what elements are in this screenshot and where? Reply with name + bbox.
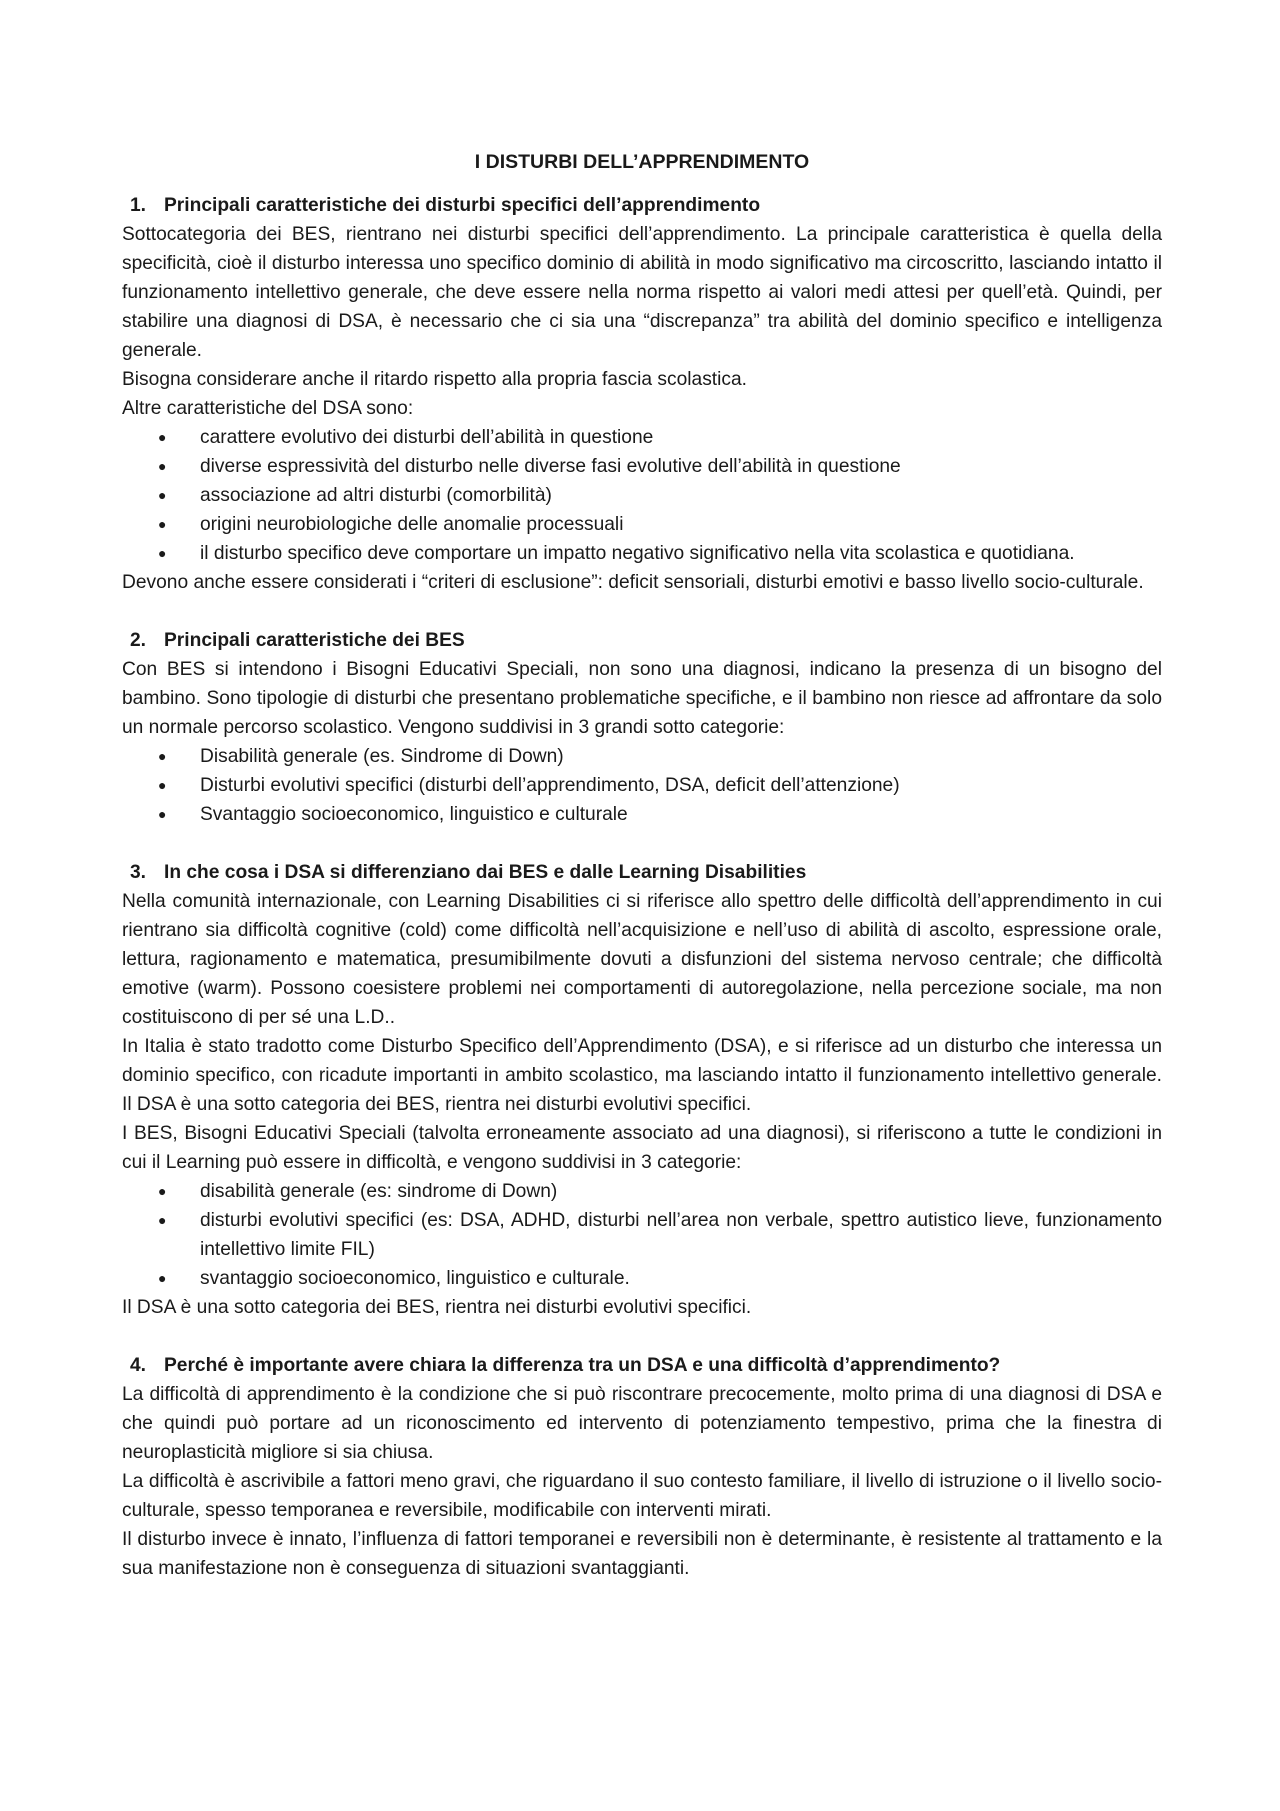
- section-1: [122, 191, 1162, 597]
- paragraph: La difficoltà è ascrivibile a fattori meno gravi, che riguardano il suo contesto familiare, il livello di istruzione o il livello socio-culturale, spesso temporanea e reversibile, modificabile con interventi mirati.: [122, 1471, 1162, 1521]
- section-number: 2.: [130, 630, 147, 651]
- section-heading-text: Principali caratteristiche dei disturbi specifici dell’apprendimento: [164, 195, 761, 216]
- paragraph: La difficoltà di apprendimento è la condizione che si può riscontrare precocemente, molto prima di una diagnosi di DSA e che quindi può portare ad un riconoscimento ed intervento di potenziamento tempestivo, prima che la finestra di neuroplasticità migliore si sia chiusa.: [122, 1384, 1162, 1463]
- paragraph: Il disturbo invece è innato, l’influenza di fattori temporanei e reversibili non è determinante, è resistente al trattamento e la sua manifestazione non è conseguenza di situazioni svantaggianti.: [122, 1529, 1162, 1579]
- section-3: [122, 858, 1162, 1322]
- list-item: ● disturbi evolutivi specifici (es: DSA, ADHD, disturbi nell’area non verbale, spettro autistico lieve, funzionamento intellettivo limite FIL): [200, 1206, 1162, 1264]
- paragraph: Devono anche essere considerati i “criteri di esclusione”: deficit sensoriali, disturbi emotivi e basso livello socio-culturale.: [122, 572, 1144, 593]
- bullet-list: [122, 742, 1162, 829]
- section-heading: [122, 626, 1162, 655]
- list-item: ● origini neurobiologiche delle anomalie processuali: [200, 510, 1162, 539]
- section-heading: [122, 1351, 1162, 1380]
- section-heading-text: Principali caratteristiche dei BES: [164, 630, 465, 651]
- paragraph: Bisogna considerare anche il ritardo rispetto alla propria fascia scolastica.: [122, 369, 747, 390]
- paragraph: In Italia è stato tradotto come Disturbo Specifico dell’Apprendimento (DSA), e si riferisce ad un disturbo che interessa un dominio specifico, con ricadute importanti in ambito scolastico, ma lasciando intatto il funzionamento intellettivo generale. Il DSA è una sotto categoria dei BES, rientra nei disturbi evolutivi specifici.: [122, 1036, 1162, 1115]
- document-page: [122, 148, 1162, 1612]
- list-item: ● carattere evolutivo dei disturbi dell’abilità in questione: [200, 423, 1162, 452]
- list-item: ● il disturbo specifico deve comportare un impatto negativo significativo nella vita scolastica e quotidiana.: [200, 539, 1162, 568]
- list-item: ● diverse espressività del disturbo nelle diverse fasi evolutive dell’abilità in questione: [200, 452, 1162, 481]
- list-item: ● Disabilità generale (es. Sindrome di Down): [200, 742, 1162, 771]
- list-item: ● Disturbi evolutivi specifici (disturbi dell’apprendimento, DSA, deficit dell’attenzione): [200, 771, 1162, 800]
- bullet-list: [122, 1177, 1162, 1293]
- paragraph: Il DSA è una sotto categoria dei BES, rientra nei disturbi evolutivi specifici.: [122, 1297, 752, 1318]
- section-2: [122, 626, 1162, 829]
- section-heading: [122, 858, 1162, 887]
- paragraph: I BES, Bisogni Educativi Speciali (talvolta erroneamente associato ad una diagnosi), si riferiscono a tutte le condizioni in cui il Learning può essere in difficoltà, e vengono suddivisi in 3 categorie:: [122, 1123, 1162, 1173]
- document-title: I DISTURBI DELL’APPRENDIMENTO: [474, 151, 810, 173]
- sections-container: [122, 191, 1162, 1583]
- section-number: 3.: [130, 862, 147, 883]
- paragraph: Altre caratteristiche del DSA sono:: [122, 398, 414, 419]
- list-item: ● associazione ad altri disturbi (comorbilità): [200, 481, 1162, 510]
- list-item: ● svantaggio socioeconomico, linguistico e culturale.: [200, 1264, 1162, 1293]
- section-number: 1.: [130, 195, 147, 216]
- section-heading: [122, 191, 1162, 220]
- paragraph: Sottocategoria dei BES, rientrano nei disturbi specifici dell’apprendimento. La principale caratteristica è quella della specificità, cioè il disturbo interessa uno specifico dominio di abilità in modo significativo ma circoscritto, lasciando intatto il funzionamento intellettivo generale, che deve essere nella norma rispetto ai valori medi attesi per quell’età. Quindi, per stabilire una diagnosi di DSA, è necessario che ci sia una “discrepanza” tra abilità del dominio specifico e intelligenza generale.: [122, 224, 1162, 361]
- section-heading-text: Perché è importante avere chiara la differenza tra un DSA e una difficoltà d’apprendimento?: [164, 1355, 1001, 1376]
- section-number: 4.: [130, 1355, 147, 1376]
- bullet-list: [122, 423, 1162, 568]
- section-4: [122, 1351, 1162, 1583]
- section-heading-text: In che cosa i DSA si differenziano dai BES e dalle Learning Disabilities: [164, 862, 807, 883]
- paragraph: Nella comunità internazionale, con Learning Disabilities ci si riferisce allo spettro delle difficoltà dell’apprendimento in cui rientrano sia difficoltà cognitive (cold) come difficoltà nell’acquisizione e nell’uso di abilità di ascolto, espressione orale, lettura, ragionamento e matematica, presumibilmente dovuti a disfunzioni del sistema nervoso centrale; che difficoltà emotive (warm). Possono coesistere problemi nei comportamenti di autoregolazione, nella percezione sociale, ma non costituiscono di per sé una L.D..: [122, 891, 1162, 1028]
- list-item: ● Svantaggio socioeconomico, linguistico e culturale: [200, 800, 1162, 829]
- paragraph: Con BES si intendono i Bisogni Educativi Speciali, non sono una diagnosi, indicano la presenza di un bisogno del bambino. Sono tipologie di disturbi che presentano problematiche specifiche, e il bambino non riesce ad affrontare da solo un normale percorso scolastico. Vengono suddivisi in 3 grandi sotto categorie:: [122, 659, 1162, 738]
- list-item: ● disabilità generale (es: sindrome di Down): [200, 1177, 1162, 1206]
